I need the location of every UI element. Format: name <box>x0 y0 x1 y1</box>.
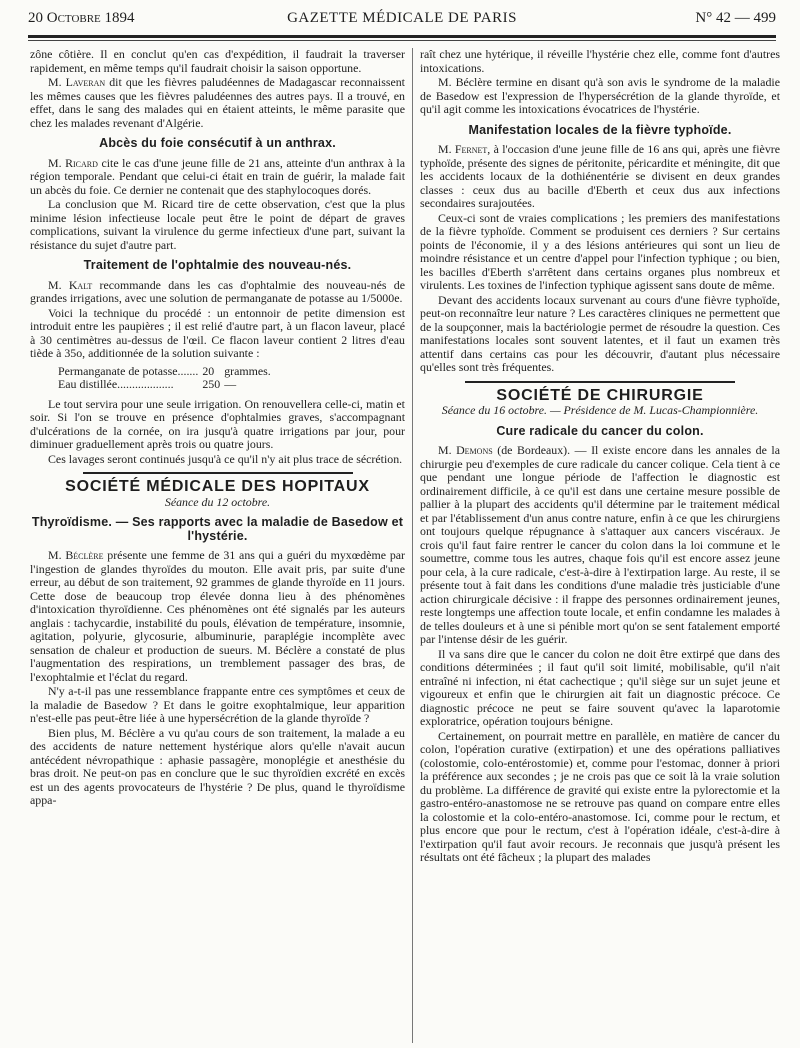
paragraph: Bien plus, M. Béclère a vu qu'au cours de son traitement, la malade a eu des accidents de nature nettement hystérique alors qu'elle n'avait aucun antécédent névropathique : aphasie passagère, monoplégie et anesthésie du bras droit. Ne peut-on pas en conclure que le suc thyroïdien excrété en excès est un des agents provocateurs de l'hystérie ? De plus, quand le thyroïdisme appa- <box>30 725 405 807</box>
paragraph: Ceux-ci sont de vraies complications ; les premiers des manifestations de la fièvre typhoïde. Comment se produisent ces derniers ? Sur certains points de l'économie, il y a des lésions antérieures qui sont un lieu de moindre résistance et un centre d'appel pour l'infection typhique ; ou bien, les bacilles d'Eberth s'arrêtent dans certains organes plus nombreux et virulents. Les toxines de l'infection typhique agissent sans doute de même. <box>420 210 780 292</box>
paragraph: M. Laveran dit que les fièvres paludéennes de Madagascar reconnaissent les mêmes causes que les fièvres paludéennes des autres pays. Il a trouvé, en effet, dans le sang des malades qui en étaient atteints, le même parasite que chez les malades revenant d'Algérie. <box>30 75 405 130</box>
paragraph: Devant des accidents locaux survenant au cours d'une fièvre typhoïde, peut-on reconnaître leur nature ? Les caractères cliniques ne permettent que de la soupçonner, mais la bactériologie permet de résoudre la question. Ces manifestations locales sont souvent latentes, et il faut un examen très attentif dans certains cas pour les découvrir, d'autant plus nécessaire qu'elles sont très fréquentes. <box>420 292 780 374</box>
session-date: Séance du 16 octobre. — Présidence de M. Lucas-Championnière. <box>441 403 759 417</box>
paragraph: zône côtière. Il en conclut qu'en cas d'expédition, il faudrait la traverser rapidement, en même temps qu'il faudrait choisir la saison opportune. <box>30 47 405 75</box>
paragraph: La conclusion que M. Ricard tire de cette observation, c'est que la plus minime lésion infectieuse locale peut être le point de départ de graves complications, suivant la virulence du germe infectieux d'une part, suivant la résistance du sujet d'autre part. <box>30 197 405 252</box>
paragraph: Certainement, on pourrait mettre en parallèle, en matière de cancer du colon, l'opération curative (extirpation) et une des opérations palliatives (colostomie, colo-entérostomie) et, comme pour l'estomac, donner à priori la préférence aux secondes ; je ne crois pas que ce soit là la vraie solution du problème. La différence de gravité qui existe entre la pylorectomie et la gastro-entéro-anastomose ne se retrouve pas quand on compare entre elles la colostomie et la colo-entéro-anastomose. Ici, comme pour le rectum, et plus encore que pour le rectum, c'est à l'opération idéale, c'est-à-dire à l'extirpation qu'il faut avoir recours. Je reconnais que jusqu'à présent les résultats ont été fâcheux ; la plupart des malades <box>420 728 780 864</box>
author-name: M. Ricard <box>48 155 98 170</box>
paragraph: M. Fernet, à l'occasion d'une jeune fille de 16 ans qui, après une fièvre typhoïde, présente des signes de péritonite, péricardite et méningite, dit que les accidents locaux de la dothiénentérie se divisent en deux grandes classes : ceux dus au bacille d'Eberth et ceux dus aux infections secondaires surajoutées. <box>420 142 780 210</box>
author-name: M. Demons <box>438 443 493 457</box>
right-column <box>420 48 780 866</box>
paragraph: Le tout servira pour une seule irrigation. On renouvellera celle-ci, matin et soir. Si l'on se trouve en présence d'ophtalmies graves, s'accompagnant d'ulcérations de la cornée, on ira jusqu'à quatre irrigations par jour, pour diminuer graduellement après trois ou quatre jours. <box>30 396 405 451</box>
header-issue-page: N° 42 — 499 <box>695 10 776 26</box>
paragraph: Voici la technique du procédé : un entonnoir de petite dimension est introduit entre les paupières ; il est relié d'autre part, à un flacon laveur, placé à 30 centimètres au-dessus de l'œil. Ce flacon laveur contient 2 litres d'eau tiède à 35o, additionnée de la solution suivante : <box>30 305 405 360</box>
paragraph: M. Béclère termine en disant qu'à son avis le syndrome de la maladie de Basedow est l'expression de l'hypersécrétion de la glande thyroïde, et qu'il agit comme les intoxications évocatrices de l'hystérie. <box>420 75 780 116</box>
header-journal-title: GAZETTE MÉDICALE DE PARIS <box>287 10 517 26</box>
section-heading: Traitement de l'ophtalmie des nouveau-nés. <box>83 258 352 272</box>
author-name: M. Laveran <box>48 75 106 89</box>
solution-row: Permanganate de potasse....... 20 grammes. <box>58 363 271 378</box>
paragraph: M. Demons (de Bordeaux). — Il existe encore dans les annales de la chirurgie peu d'exemples de cure radicale du cancer colique. Cela tient à ce que pendant une longue période de l'affection le diagnostic est ordinairement difficile, à ce qu'il est dans une certaine mesure possible de pallier à la plupart des accidents qu'il détermine par le traitement médical et par l'établissement d'un anus contre nature, enfin à ce que les chirurgiens ont toujours quelque répugnance à s'attaquer aux cancers viscéraux. Je crois qu'il faut faire rentrer le cancer du colon dans la loi commune et le soumettre, comme tous les autres, chaque fois qu'il est encore assez jeune pour cela, à la cure radicale, c'est-à-dire à l'extirpation large. Au reste, il se présente tout à fait dans les conditions d'une maladie très justiciable d'une action chirurgicale décisive : il frappe des personnes ordinairement jeunes, reste longtemps une affection toute locale, et enfin condamne les malades à de telles douleurs et à une si pénible mort qu'on se sent fatalement emporté par l'intense désir de les guérir. <box>420 443 781 646</box>
section-heading: Manifestation locales de la fièvre typhoïde. <box>468 122 732 137</box>
section-rule <box>83 472 353 474</box>
paragraph: M. Ricard cite le cas d'une jeune fille de 21 ans, atteinte d'un anthrax à la région temporale. Pendant que celui-ci était en train de guérir, la malade fait un abcès du foie. Ce dernier ne contenait que des staphylocoques dorés. <box>30 155 406 197</box>
section-rule <box>465 381 735 383</box>
paragraph: N'y a-t-il pas une ressemblance frappante entre ces symptômes et ceux de la maladie de Basedow ? Et dans le goitre exophtalmique, leur apparition n'est-elle pas peut-être liée à une hypersécrétion de la glande thyroïde ? <box>30 684 405 725</box>
section-heading: Abcès du foie consécutif à un anthrax. <box>99 136 336 150</box>
header-rule-thin <box>28 40 776 41</box>
society-heading: SOCIÉTÉ MÉDICALE DES HOPITAUX <box>65 478 370 495</box>
header-date: 20 Octobre 1894 <box>28 10 135 26</box>
solution-row: Eau distillée................... 250 — <box>58 377 237 391</box>
paragraph: M. Béclère présente une femme de 31 ans qui a guéri du myxœdème par l'ingestion de glandes thyroïdes du mouton. Elle avait pris, par suite d'une erreur, au début de son traitement, 92 grammes de glande thyroïde en 11 jours. Cette dose de beaucoup trop élevée donna lieu à des phénomènes d'intoxication thyroïdienne. Ces phénomènes ont été signalés par les auteurs anglais : tachycardie, instabilité du pouls, élévation de température, insomnie, agitation, polyurie, glycosurie, albuminurie, paraplégie incomplète avec sensation de chaleur et production de sueurs. M. Béclère a constaté de plus l'augmentation des respirations, un tremblement passager des bras, de l'exophtalmie et l'éclat du regard. <box>30 548 406 684</box>
author-name: M. Kalt <box>48 277 93 292</box>
author-name: M. Béclère <box>48 548 104 562</box>
running-header <box>28 6 776 30</box>
paragraph: Ces lavages seront continués jusqu'à ce qu'il n'y ait plus trace de sécrétion. <box>48 451 403 466</box>
header-rule <box>28 35 776 38</box>
left-column <box>30 48 405 809</box>
section-heading: Thyroïdisme. — Ses rapports avec la maladie de Basedow et l'hystérie. <box>31 515 404 543</box>
column-divider <box>412 48 413 1043</box>
solution-table <box>58 365 275 392</box>
society-heading: SOCIÉTÉ DE CHIRURGIE <box>496 386 704 404</box>
author-name: M. Fernet <box>438 142 488 156</box>
section-heading: Cure radicale du cancer du colon. <box>496 423 704 438</box>
paragraph: M. Kalt recommande dans les cas d'ophtalmie des nouveau-nés de grandes irrigations, avec une solution de permanganate de potasse au 1/5000e. <box>30 277 405 305</box>
paragraph: raît chez une hytérique, il réveille l'hystérie chez elle, comme font d'autres intoxications. <box>420 47 780 75</box>
session-date: Séance du 12 octobre. <box>164 494 271 509</box>
paragraph: Il va sans dire que le cancer du colon ne doit être extirpé que dans des conditions déterminées ; il faut qu'il soit limité, mobilisable, qu'il n'ait entraîné ni infection, ni état cachectique ; qu'il siège sur un sujet jeune et vigoureux et enfin que le chirurgien ait fait un diagnostic précoce. Ce diagnostic précoce ne peut se faire souvent qu'avec la laparotomie exploratrice, opération toujours bénigne. <box>420 646 780 728</box>
